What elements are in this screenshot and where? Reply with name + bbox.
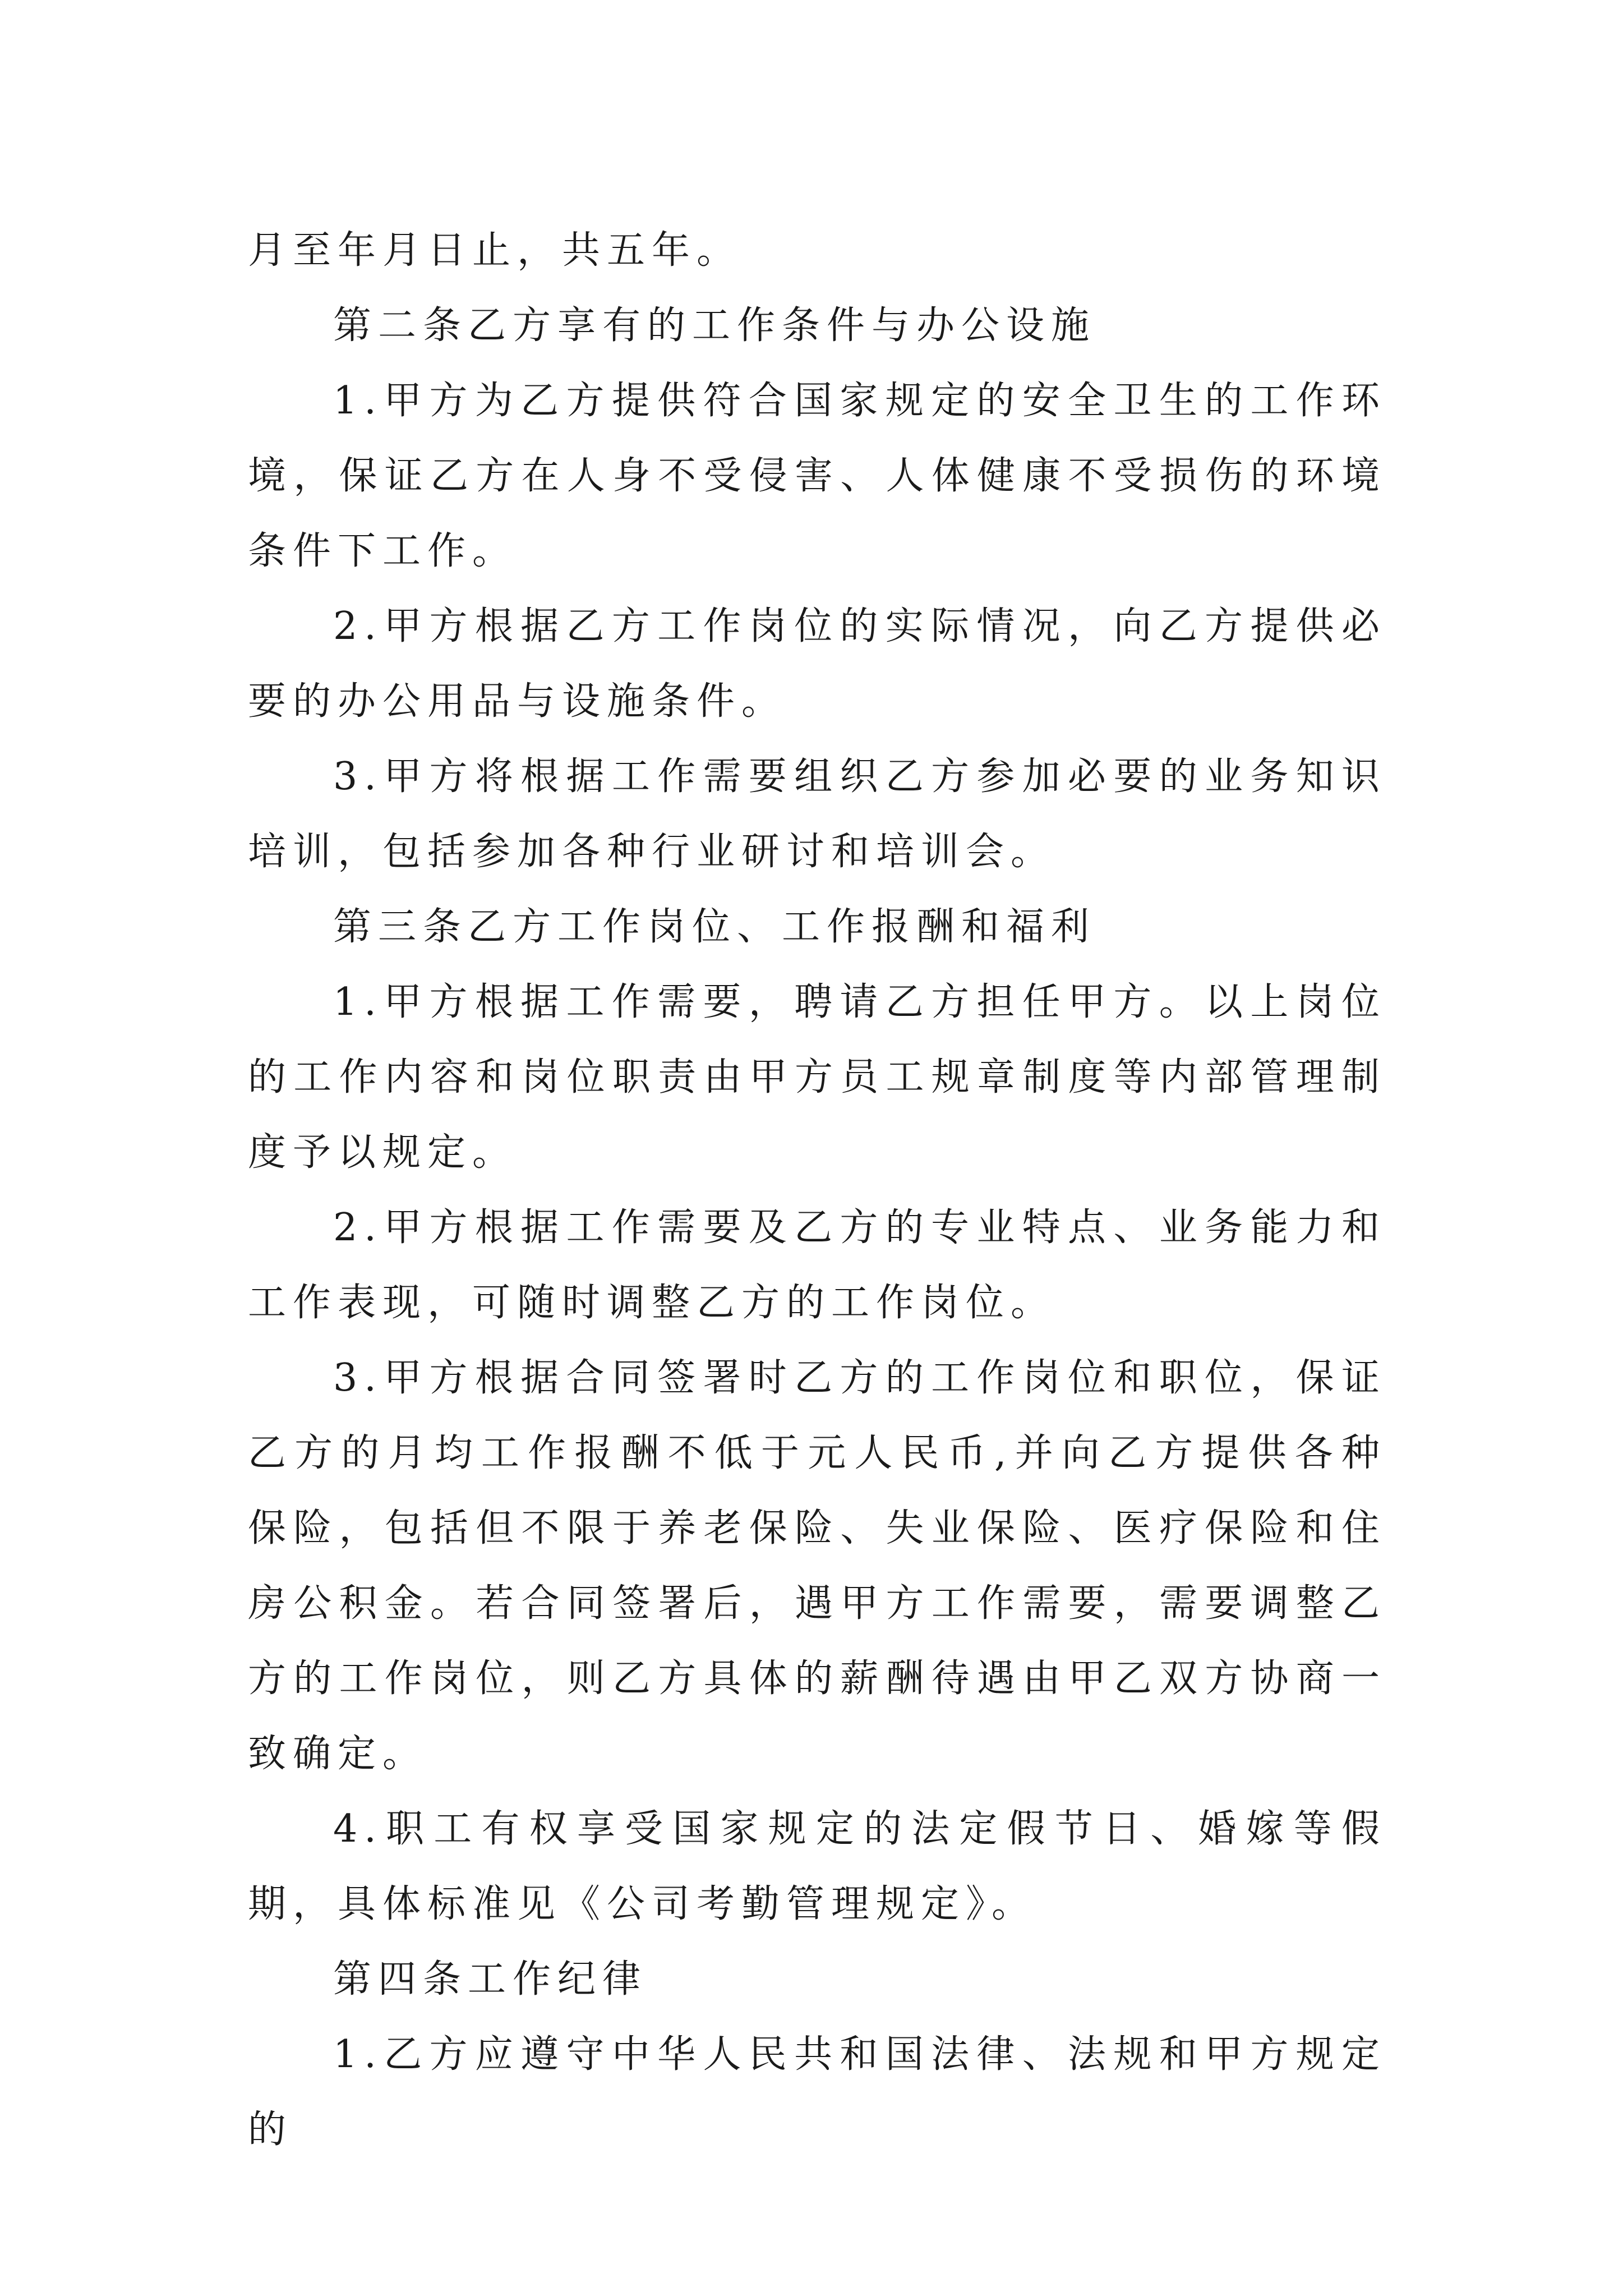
paragraph-article-3-item-4: 4.职工有权享受国家规定的法定假节日、婚嫁等假期，具体标准见《公司考勤管理规定》。 <box>248 1807 1386 1926</box>
paragraph-article-4-item-1: 1.乙方应遵守中华人民共和国法律、法规和甲方规定的 <box>248 2032 1386 2152</box>
paragraph-article-2-item-2: 2.甲方根据乙方工作岗位的实际情况，向乙方提供必要的办公用品与设施条件。 <box>248 604 1386 724</box>
paragraph-article-3-item-2: 2.甲方根据工作需要及乙方的专业特点、业务能力和工作表现，可随时调整乙方的工作岗位。 <box>248 1205 1386 1325</box>
document-body <box>248 213 1386 2168</box>
paragraph-term-period-end: 月至年月日止，共五年。 <box>248 228 742 273</box>
paragraph-article-3-item-3: 3.甲方根据合同签署时乙方的工作岗位和职位，保证乙方的月均工作报酬不低于元人民币,并向乙方提供各种保险，包括但不限于养老保险、失业保险、医疗保险和住房公积金。若合同签署后，遇甲方工作需要，需要调整乙方的工作岗位，则乙方具体的薪酬待遇由甲乙双方协商一致确定。 <box>248 1356 1386 1776</box>
paragraph-article-2-item-1: 1.甲方为乙方提供符合国家规定的安全卫生的工作环境，保证乙方在人身不受侵害、人体健康不受损伤的环境条件下工作。 <box>248 379 1386 573</box>
heading-article-4: 第四条工作纪律 <box>333 1957 648 2001</box>
paragraph-article-2-item-3: 3.甲方将根据工作需要组织乙方参加必要的业务知识培训，包括参加各种行业研讨和培训会。 <box>248 754 1386 874</box>
heading-article-2: 第二条乙方享有的工作条件与办公设施 <box>333 303 1096 348</box>
heading-article-3: 第三条乙方工作岗位、工作报酬和福利 <box>333 905 1096 949</box>
paragraph-article-3-item-1: 1.甲方根据工作需要，聘请乙方担任甲方。以上岗位的工作内容和岗位职责由甲方员工规章制度等内部管理制度予以规定。 <box>248 980 1386 1175</box>
